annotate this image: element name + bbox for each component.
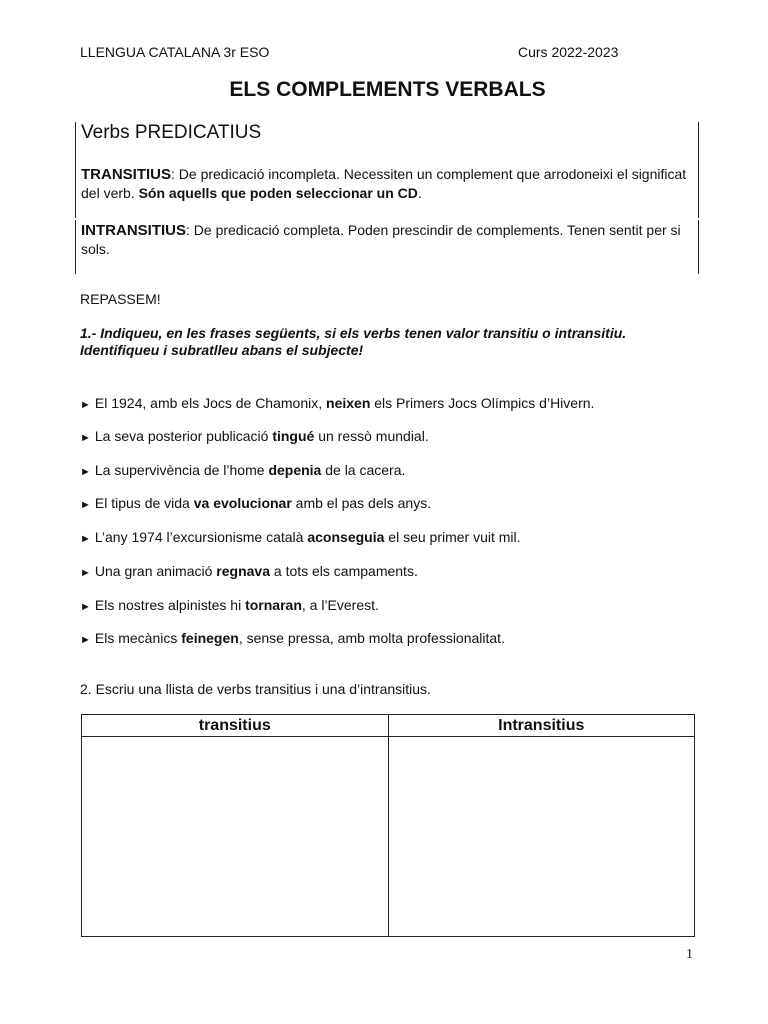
sentence-item bbox=[80, 462, 405, 478]
repassem-heading: REPASSEM! bbox=[80, 291, 161, 307]
intransitius-answer-cell[interactable] bbox=[388, 737, 695, 937]
sentence-post: el seu primer vuit mil. bbox=[384, 529, 521, 545]
transitius-bold-text: Són aquells que poden seleccionar un CD bbox=[138, 185, 418, 201]
page-title: ELS COMPLEMENTS VERBALS bbox=[229, 78, 546, 101]
box-border-left-bottom bbox=[75, 220, 76, 274]
sentence-verb: depenia bbox=[268, 462, 322, 478]
intransitius-term: INTRANSITIUS bbox=[81, 222, 186, 239]
sentence-item bbox=[80, 428, 429, 444]
sentence-pre: El tipus de vida bbox=[94, 495, 194, 511]
sentence-pre: Els nostres alpinistes hi bbox=[94, 597, 246, 613]
box-title: Verbs PREDICATIUS bbox=[81, 122, 262, 143]
sentence-verb: neixen bbox=[326, 395, 371, 411]
bullet-arrow-icon: ► bbox=[80, 466, 91, 478]
sentence-pre: L’any 1974 l’excursionisme català bbox=[94, 529, 308, 545]
exercise-2-instruction: 2. Escriu una llista de verbs transitius i una d’intransitius. bbox=[80, 681, 431, 697]
sentence-item bbox=[80, 529, 521, 545]
box-border-right-bottom bbox=[698, 220, 699, 274]
sentence-pre: Una gran animació bbox=[94, 563, 217, 579]
transitius-term: TRANSITIUS bbox=[81, 166, 171, 183]
sentence-pre: La seva posterior publicació bbox=[94, 428, 273, 444]
sentence-post: , a l’Everest. bbox=[301, 597, 379, 613]
sentence-post: de la cacera. bbox=[321, 462, 406, 478]
bullet-arrow-icon: ► bbox=[80, 567, 91, 579]
bullet-arrow-icon: ► bbox=[80, 499, 91, 511]
transitius-column-header: transitius bbox=[82, 715, 389, 737]
transitius-answer-cell[interactable] bbox=[82, 737, 389, 937]
sentence-verb: tingué bbox=[272, 428, 315, 444]
sentence-item bbox=[80, 495, 431, 511]
sentence-item bbox=[80, 563, 418, 579]
box-border-right-top bbox=[698, 122, 699, 218]
intransitius-definition bbox=[81, 221, 697, 258]
sentence-item bbox=[80, 630, 505, 646]
sentence-verb: feinegen bbox=[181, 630, 239, 646]
transitius-end: . bbox=[417, 185, 422, 201]
sentence-post: un ressò mundial. bbox=[314, 428, 429, 444]
sentence-pre: Els mecànics bbox=[94, 630, 182, 646]
answer-table bbox=[81, 714, 695, 937]
sentence-item bbox=[80, 395, 594, 411]
sentence-verb: aconseguia bbox=[307, 529, 385, 545]
bullet-arrow-icon: ► bbox=[80, 432, 91, 444]
transitius-definition bbox=[81, 165, 697, 202]
sentence-verb: regnava bbox=[216, 563, 270, 579]
bullet-arrow-icon: ► bbox=[80, 533, 91, 545]
box-border-left-top bbox=[75, 122, 76, 218]
intransitius-column-header: Intransitius bbox=[388, 715, 695, 737]
sentence-verb: tornaran bbox=[245, 597, 302, 613]
school-year-header: Curs 2022-2023 bbox=[518, 44, 619, 60]
sentence-verb: va evolucionar bbox=[193, 495, 292, 511]
sentence-post: a tots els campaments. bbox=[270, 563, 418, 579]
page-number: 1 bbox=[686, 947, 693, 962]
bullet-arrow-icon: ► bbox=[80, 601, 91, 613]
sentence-pre: La supervivència de l’home bbox=[94, 462, 269, 478]
bullet-arrow-icon: ► bbox=[80, 399, 91, 411]
sentence-post: els Primers Jocs Olímpics d’Hivern. bbox=[370, 395, 595, 411]
intransitius-text: : De predicació completa. Poden prescindir de complements. Tenen sentit per si sols. bbox=[81, 222, 681, 257]
exercise-1-instruction: 1.- Indiqueu, en les frases següents, si els verbs tenen valor transitiu o intransitiu. Identifiqueu i subratlleu abans el subjecte! bbox=[80, 325, 627, 358]
sentence-item bbox=[80, 597, 379, 613]
sentence-post: amb el pas dels anys. bbox=[291, 495, 432, 511]
course-header: LLENGUA CATALANA 3r ESO bbox=[80, 44, 270, 60]
bullet-arrow-icon: ► bbox=[80, 634, 91, 646]
transitius-text: : De predicació incompleta. Necessiten un complement que arrodoneixi el significat del verb. bbox=[81, 166, 687, 201]
sentence-pre: El 1924, amb els Jocs de Chamonix, bbox=[94, 395, 327, 411]
sentence-post: , sense pressa, amb molta professionalitat. bbox=[238, 630, 505, 646]
